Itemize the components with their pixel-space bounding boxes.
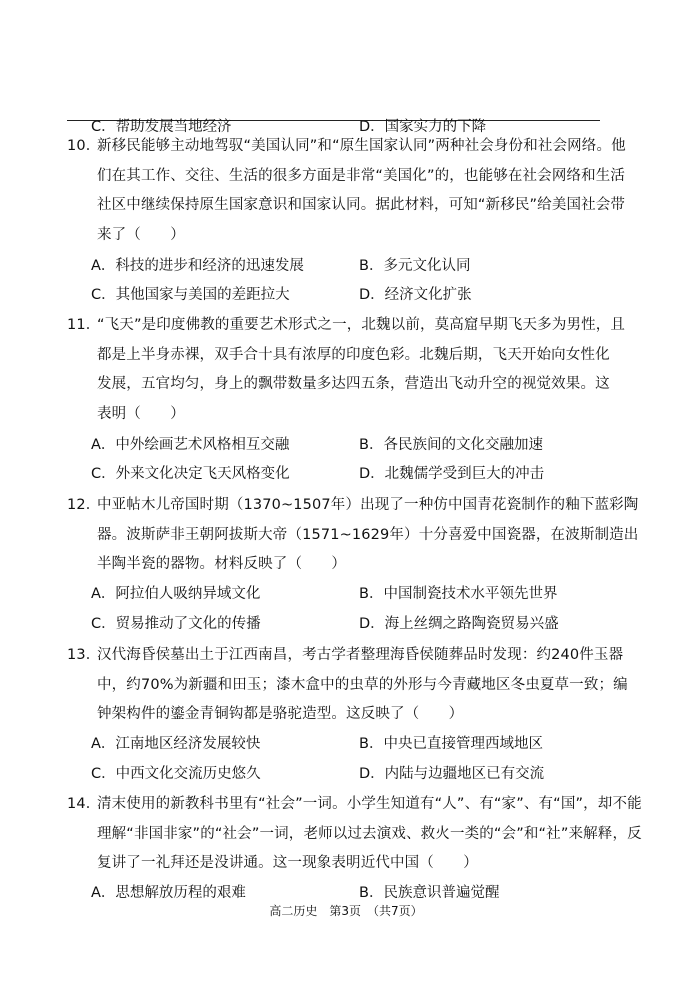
q10-options-cd [0,282,692,308]
q14-option-a[interactable]: A．思想解放历程的艰难 [91,885,246,901]
q12-option-d[interactable]: D．海上丝绸之路陶瓷贸易兴盛 [359,616,559,632]
q10-line-4: 来了（ ） [97,226,185,243]
q13-option-b[interactable]: B．中央已直接管理西域地区 [359,736,543,752]
q13-options-ab [0,731,692,757]
q10-line-2: 们在其工作、交往、生活的很多方面是非常“美国化”的，也能够在社会网络和生活 [97,167,626,184]
q13-options-cd [0,761,692,787]
q13-line-2: 中，约70%为新疆和田玉；漆木盒中的虫草的外形与今青藏地区冬虫夏草一致；编 [97,676,628,693]
q10-number: 10． [67,138,101,154]
q11-line-3: 发展，五官均匀，身上的飘带数量多达四五条，营造出飞动升空的视觉效果。这 [97,376,610,392]
q12-line-1: 12．中亚帖木儿帝国时期（1370~1507年）出现了一种仿中国青花瓷制作的釉下蓝彩陶 [67,491,607,521]
q12-option-b[interactable]: B．中国制瓷技术水平领先世界 [359,586,558,602]
q11-number: 11． [67,317,101,333]
q12-option-a[interactable]: A．阿拉伯人吸纳异域文化 [91,586,261,602]
q13-line-1: 13．汉代海昏侯墓出土于江西南昌，考古学者整理海昏侯随葬品时发现：约240件玉器 [67,641,607,671]
q14-line-3: 复讲了一礼拜还是没讲通。这一现象表明近代中国（ ） [97,855,478,871]
q11-option-b[interactable]: B．各民族间的文化交融加速 [359,437,543,453]
q14-line-2: 理解“非国非家”的“社会”一词，老师以过去演戏、救火一类的“会”和“社”来解释，反 [97,825,642,842]
q11-options-ab [0,432,692,458]
q10-option-c[interactable]: C．其他国家与美国的差距拉大 [91,287,290,303]
q12-line-2: 器。波斯萨非王朝阿拔斯大帝（1571~1629年）十分喜爱中国瓷器，在波斯制造出 [97,526,639,543]
q12-options-cd [0,611,692,637]
q11-option-d[interactable]: D．北魏儒学受到巨大的冲击 [359,466,545,482]
q10-option-d[interactable]: D．经济文化扩张 [359,287,472,303]
q14-number: 14． [67,796,101,812]
q12-number: 12． [67,497,101,513]
q10-option-b[interactable]: B．多元文化认同 [359,258,471,274]
q11-stem [67,311,626,429]
q12-option-c[interactable]: C．贸易推动了文化的传播 [91,616,261,632]
q11-option-a[interactable]: A．中外绘画艺术风格相互交融 [91,437,290,453]
q10-line-3: 社区中继续保持原生国家意识和国家认同。据此材料，可知“新移民”给美国社会带 [97,197,626,213]
q11-line-1: 11．“飞天”是印度佛教的重要艺术形式之一，北魏以前，莫高窟早期飞天多为男性，且 [67,311,607,341]
q10-line-1: 10．新移民能够主动地驾驭“美国认同”和“原生国家认同”两种社会身份和社会网络。他 [67,132,607,162]
q12-options-ab [0,581,692,607]
q13-option-d[interactable]: D．内陆与边疆地区已有交流 [359,766,545,782]
q10-options-ab [0,253,692,279]
q13-number: 13． [67,647,101,663]
q10-option-a[interactable]: A．科技的进步和经济的迅速发展 [91,258,304,274]
q14-line-1: 14．清末使用的新教科书里有“社会”一词。小学生知道有“人”、有“家”、有“国”，却不能 [67,790,607,820]
q9-option-d[interactable]: D．国家实力的下降 [359,119,487,135]
q14-stem [67,790,642,879]
q12-line-3: 半陶半瓷的器物。材料反映了（ ） [97,556,347,572]
page-footer: 高二历史 第3页 （共7页） [269,904,423,918]
q13-line-3: 钟架构件的鎏金青铜钩都是骆驼造型。这反映了（ ） [97,706,464,722]
q9-option-c[interactable]: C．帮助发展当地经济 [91,119,232,135]
q13-option-c[interactable]: C．中西文化交流历史悠久 [91,766,261,782]
q14-option-b[interactable]: B．民族意识普遍觉醒 [359,885,500,901]
q11-options-cd [0,461,692,487]
q11-line-4: 表明（ ） [97,405,185,422]
q13-option-a[interactable]: A．江南地区经济发展较快 [91,736,261,752]
q12-stem [67,491,639,580]
q13-stem [67,641,628,730]
q10-stem [67,132,626,250]
q11-option-c[interactable]: C．外来文化决定飞天风格变化 [91,466,290,482]
q11-line-2: 都是上半身赤裸，双手合十具有浓厚的印度色彩。北魏后期，飞天开始向女性化 [97,346,610,363]
